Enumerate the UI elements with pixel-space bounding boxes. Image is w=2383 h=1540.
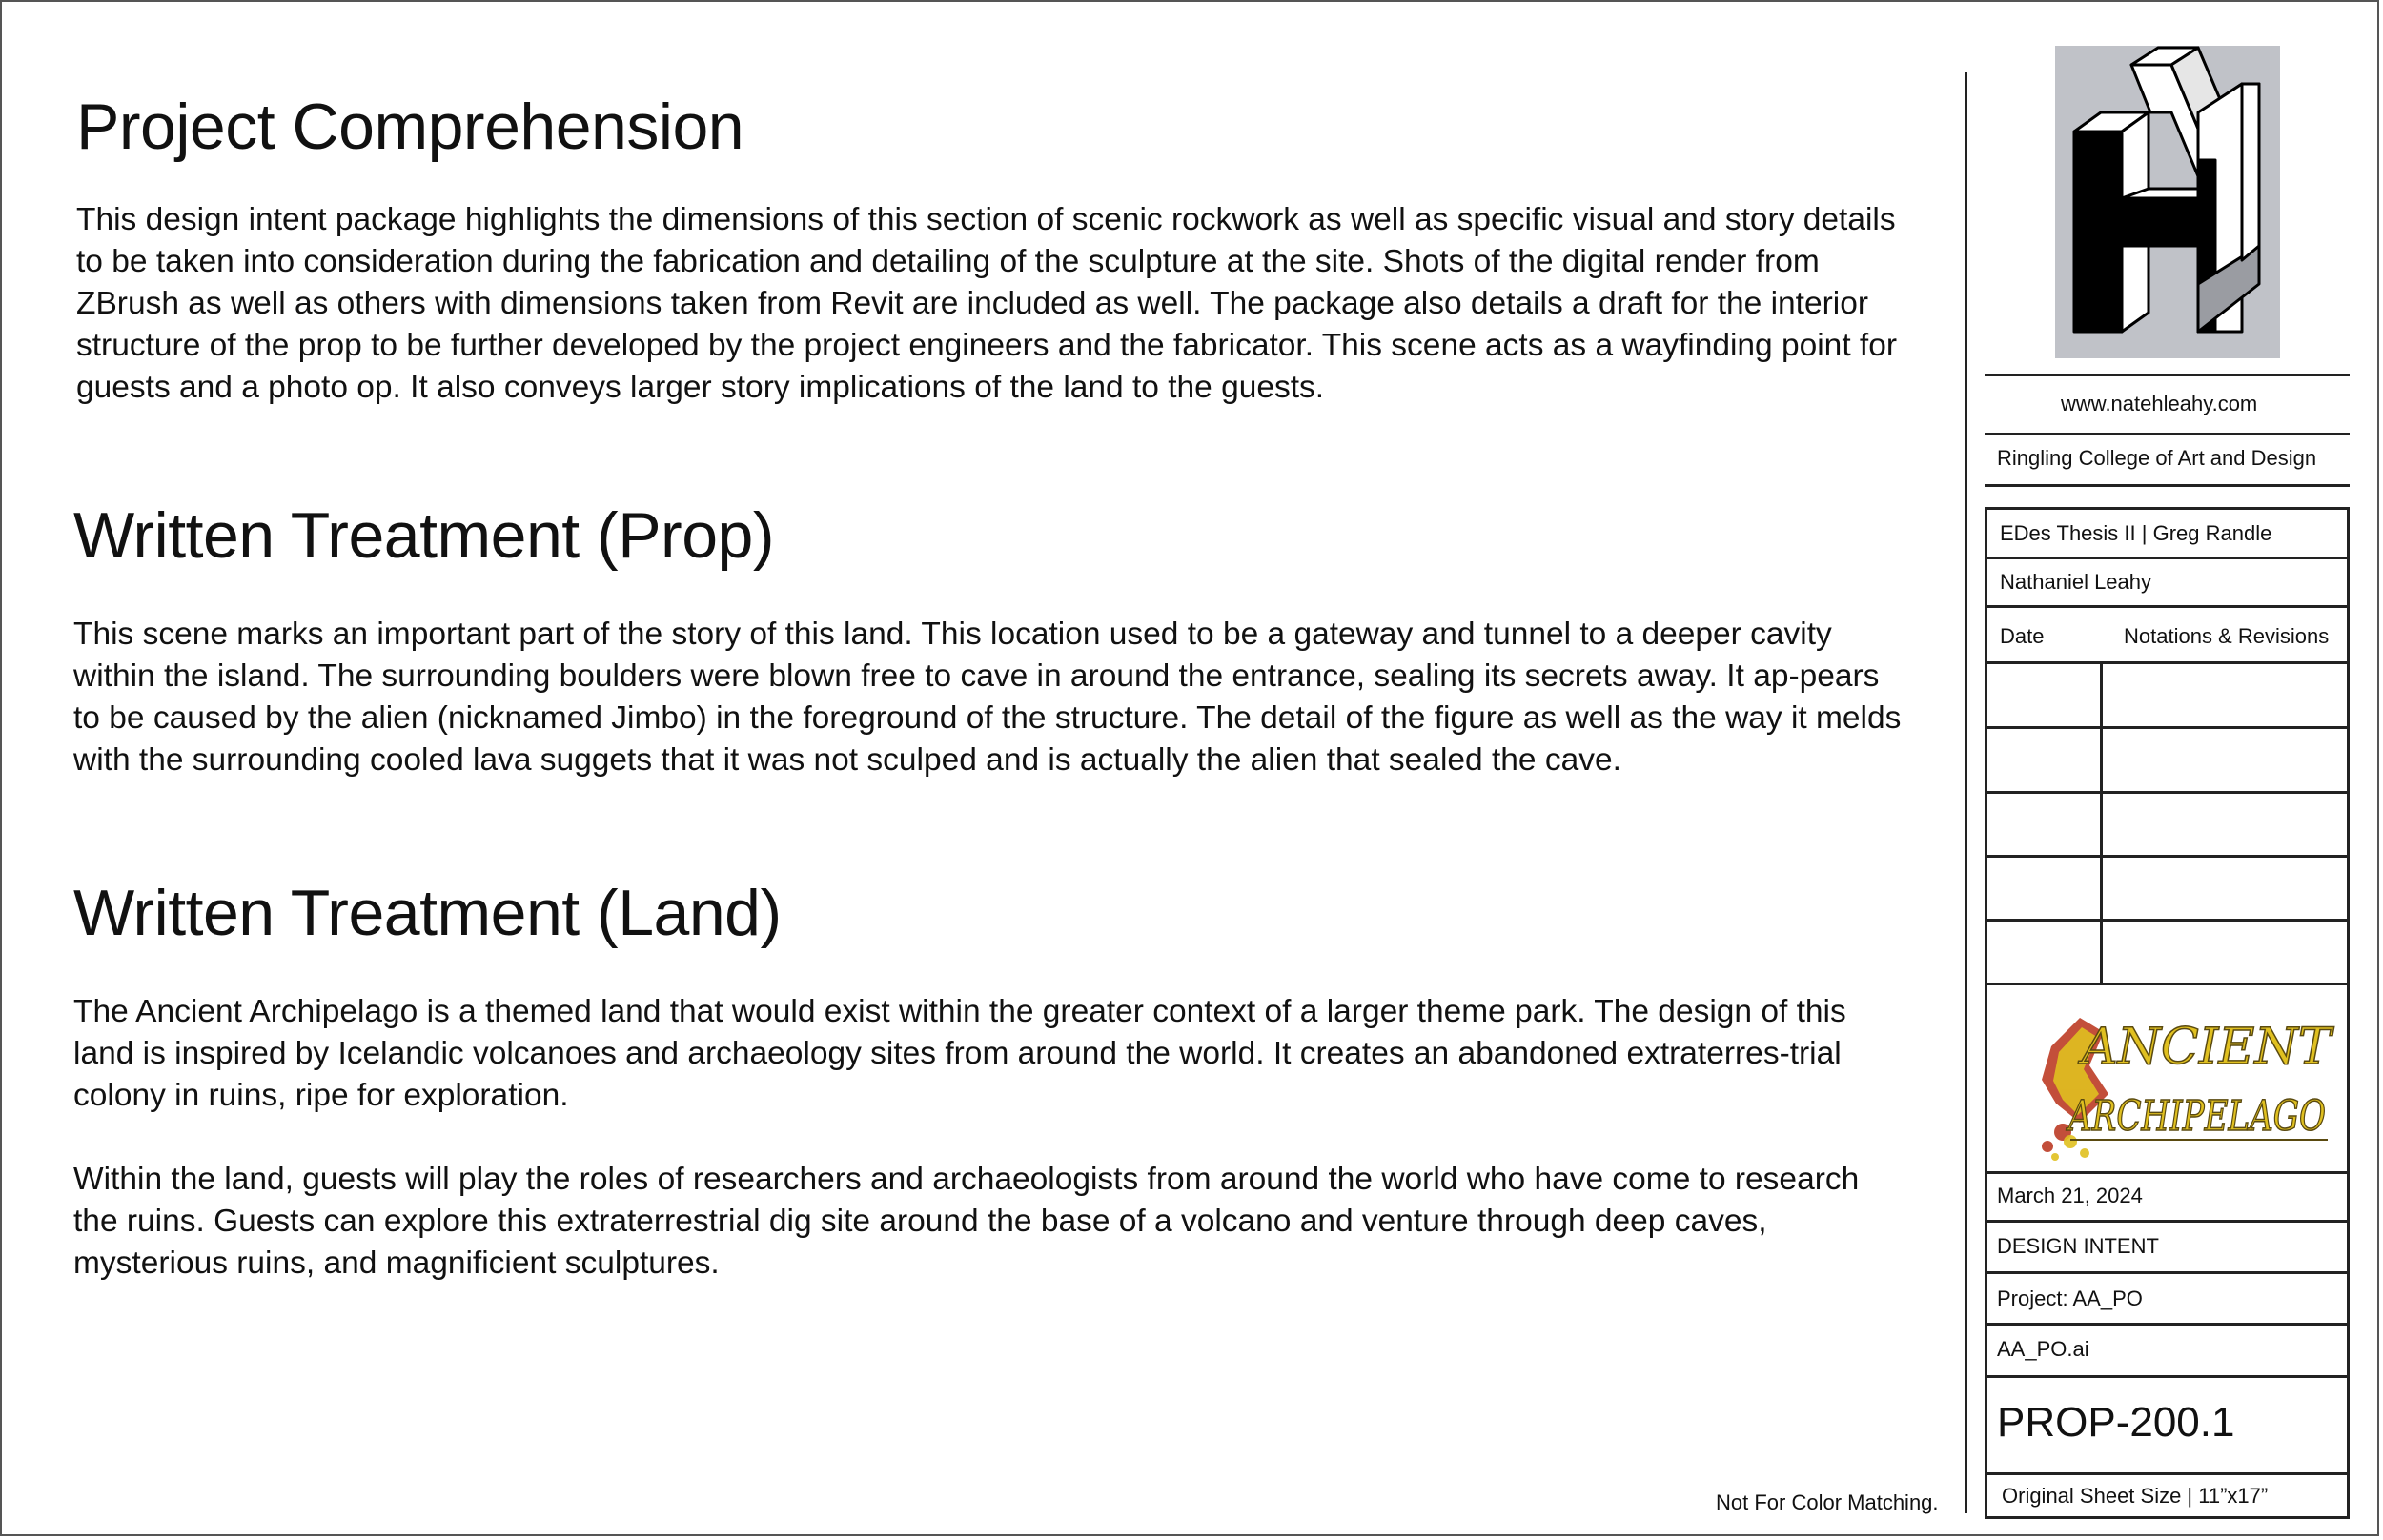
- color-matching-note: Not For Color Matching.: [1716, 1490, 1939, 1514]
- school-text: Ringling College of Art and Design: [1997, 446, 2317, 470]
- title-block-rule: [1985, 557, 2350, 559]
- title-block-rule: [1985, 484, 2350, 487]
- revisions-column-header: Notations & Revisions: [2124, 624, 2330, 648]
- phase-label: DESIGN INTENT: [1997, 1234, 2159, 1258]
- revision-row: [1985, 855, 2350, 858]
- title-block-rule: [1985, 1323, 2350, 1326]
- title-block-rule: [1985, 1271, 2350, 1274]
- land-logo-line2: ARCHIPELAGO: [2065, 1092, 2326, 1141]
- title-block-rule: [1985, 661, 2350, 664]
- title-block-rule: [1985, 605, 2350, 608]
- title-block-rule: [1985, 1375, 2350, 1378]
- title-block-rule: [1985, 374, 2350, 376]
- nh-monogram-icon: [2055, 46, 2280, 358]
- sheet-size: Original Sheet Size | 11”x17”: [2002, 1484, 2269, 1508]
- ancient-archipelago-icon: [2013, 989, 2337, 1170]
- section-title-project-comprehension: Project Comprehension: [76, 91, 744, 163]
- title-block-rule: [1985, 433, 2350, 435]
- date-column-header: Date: [2000, 624, 2045, 648]
- file-name: AA_PO.ai: [1997, 1337, 2089, 1361]
- title-block-divider: [1965, 72, 1967, 1513]
- website-text: www.natehleahy.com: [2061, 392, 2258, 415]
- written-treatment-prop-text: This scene marks an important part of the story of this land. This location used to be a gateway and tunnel to a deeper cavity within the island. The surrounding boulders were blown free to cave in around the entrance, sealing its secrets away. It ap-pears to be caused by the alien (nicknamed Jimbo) in the foreground of the structure. The detail of the figure as well as the way it melds with the surrounding cooled lava suggets that it was not sculped and is actually the alien that sealed the cave.: [73, 617, 1902, 778]
- revision-row: [1985, 919, 2350, 922]
- project-comprehension-text: This design intent package highlights the dimensions of this section of scenic rockwork as well as specific visual and story details to be taken into consideration during the fabrication and detailing of the sculpture at the site. Shots of the digital render from ZBrush as well as others with dimensions taken from Revit are included as well. The package also details a draft for the interior structure of the prop to be further developed by the project engineers and the fabricator. This scene acts as a wayfinding point for guests and a photo op. It also conveys larger story implications of the land to the guests.: [76, 202, 1898, 405]
- land-logo-line1: ANCIENT: [2082, 1019, 2332, 1076]
- sheet-date: March 21, 2024: [1997, 1184, 2143, 1207]
- course-text: EDes Thesis II | Greg Randle: [2000, 521, 2272, 545]
- sheet-number: PROP-200.1: [1997, 1399, 2235, 1446]
- revision-row: [1985, 791, 2350, 794]
- section-title-written-treatment-prop: Written Treatment (Prop): [73, 499, 774, 572]
- project-code: Project: AA_PO: [1997, 1287, 2143, 1310]
- written-treatment-land-text-2: Within the land, guests will play the roles of researchers and archaeologists from around the world who have come to research the ruins. Guests can explore this extraterrestrial dig site around the base of a volcano and venture through deep caves, mysterious ruins, and magnificient sculptures.: [73, 1162, 1860, 1281]
- written-treatment-land-text-1: The Ancient Archipelago is a themed land that would exist within the greater context of a larger theme park. The design of this land is inspired by Icelandic volcanoes and archaeology sites from around the world. It creates an abandoned extraterres-trial colony in ruins, ripe for exploration.: [73, 994, 1846, 1113]
- ancient-archipelago-logo: [2013, 989, 2337, 1170]
- title-block-rule: [1985, 1472, 2350, 1475]
- designer-name: Nathaniel Leahy: [2000, 570, 2152, 594]
- revision-row: [1985, 983, 2350, 985]
- nh-monogram-logo: [2055, 46, 2280, 358]
- section-title-written-treatment-land: Written Treatment (Land): [73, 877, 782, 949]
- revision-column-divider: [2100, 661, 2103, 983]
- revision-row: [1985, 726, 2350, 729]
- title-block-rule: [1985, 1171, 2350, 1174]
- title-block-rule: [1985, 1220, 2350, 1223]
